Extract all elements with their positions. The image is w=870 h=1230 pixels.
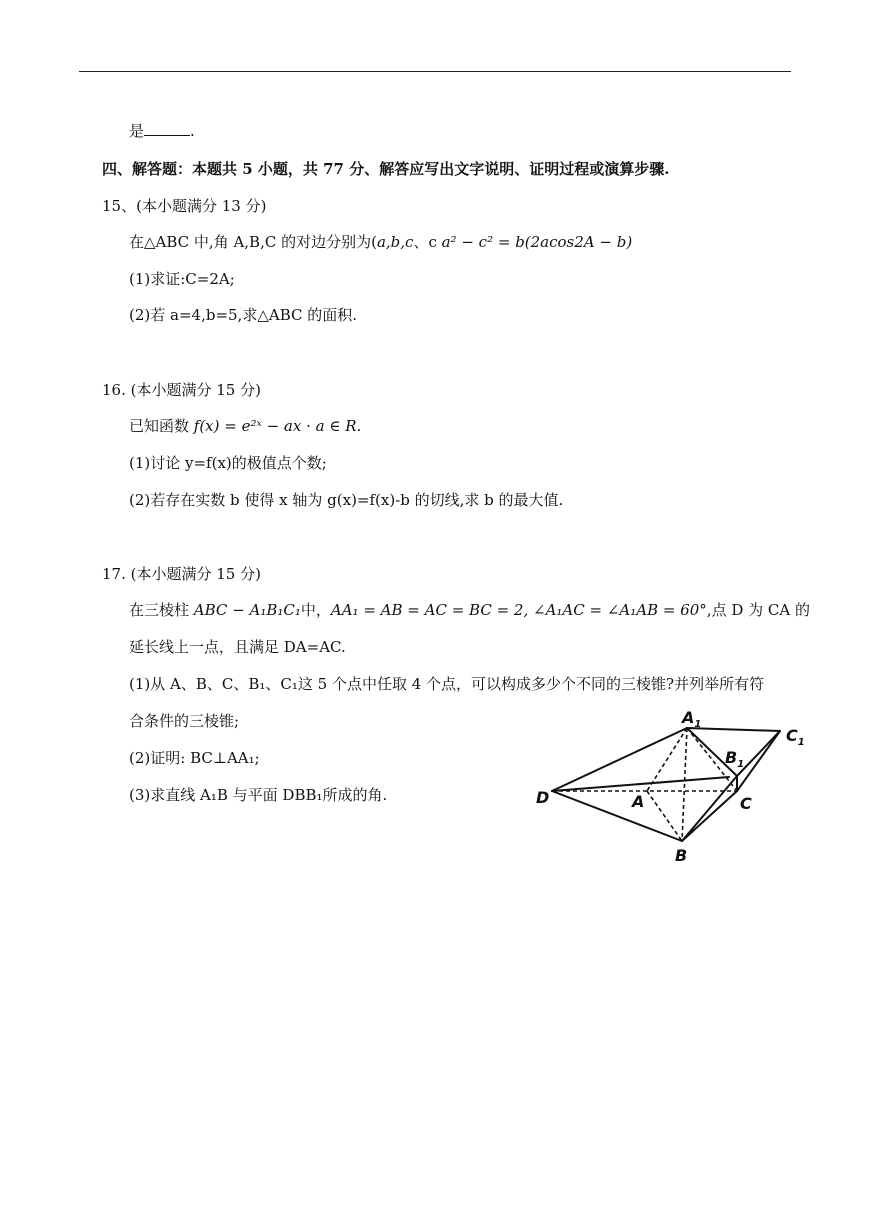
label-b: B	[675, 846, 688, 865]
q16-stem-formula: f(x) = e²ˣ − ax · a ∈ R.	[193, 417, 362, 435]
label-a1: $A_1$	[682, 708, 702, 730]
answer-blank	[144, 121, 190, 136]
q16-stem-prefix: 已知函数	[129, 417, 194, 435]
q16-part1: (1)讨论 y=f(x)的极值点个数;	[129, 454, 327, 472]
section-title: 四、解答题：本题共 5 小题，共 77 分、解答应写出文字说明、证明过程或演算步骤.	[102, 160, 670, 178]
q16-header: 16. (本小题满分 15 分)	[102, 381, 261, 399]
q17-stem-line2: 延长线上一点，且满足 DA=AC.	[129, 638, 346, 656]
prev-question-tail	[129, 121, 195, 141]
label-c1: $C_1$	[786, 726, 805, 748]
q15-header: 15、(本小题满分 13 分)	[102, 197, 267, 215]
q16-stem	[129, 416, 361, 436]
q15-part1: (1)求证:C=2A;	[129, 270, 235, 288]
q17-part1-line1: (1)从 A、B、C、B₁、C₁这 5 个点中任取 4 个点，可以构成多少个不同的三棱锥?并列举所有符	[129, 675, 765, 693]
q17-stem-suffix: ,点 D 为 CA 的	[706, 601, 810, 619]
q17-stem-mid: 中，	[300, 601, 331, 619]
q15-stem-formula: a² − c² = b(2acos2A − b)	[441, 233, 633, 251]
q17-header: 17. (本小题满分 15 分)	[102, 565, 261, 583]
edge-d-b	[552, 791, 682, 841]
q15-stem-mid: 、c	[413, 233, 442, 251]
q17-stem-prefix: 在三棱柱	[129, 601, 194, 619]
prev-question-end: .	[190, 122, 195, 140]
q17-stem-formula1: ABC − A₁B₁C₁	[193, 601, 301, 619]
label-a: A	[632, 792, 645, 811]
prev-question-text: 是	[129, 122, 145, 140]
edge-b-b1	[682, 776, 737, 841]
q15-stem	[129, 232, 632, 252]
edge-b-c	[682, 791, 737, 841]
q15-part2: (2)若 a=4,b=5,求△ABC 的面积.	[129, 306, 358, 324]
q16-part2: (2)若存在实数 b 使得 x 轴为 g(x)=f(x)-b 的切线,求 b 的最大值.	[129, 491, 564, 509]
label-b1: $B_1$	[725, 748, 745, 770]
q17-part2: (2)证明: BC⊥AA₁;	[129, 749, 260, 767]
label-c: C	[740, 794, 752, 813]
q15-stem-prefix: 在△ABC 中,角 A,B,C 的对边分别为(	[129, 233, 377, 251]
q17-part1-line2: 合条件的三棱锥;	[129, 712, 240, 730]
prism-figure	[532, 703, 812, 868]
edge-a1-b-dashed	[682, 728, 687, 841]
q17-part3: (3)求直线 A₁B 与平面 DBB₁所成的角.	[129, 786, 388, 804]
q17-stem-formula2: AA₁ = AB = AC = BC = 2, ∠A₁AC = ∠A₁AB = 60°	[330, 601, 707, 619]
q15-stem-vars: a,b,c	[376, 233, 414, 251]
q17-stem	[129, 600, 810, 620]
label-d: D	[536, 788, 550, 807]
header-rule	[79, 71, 791, 72]
